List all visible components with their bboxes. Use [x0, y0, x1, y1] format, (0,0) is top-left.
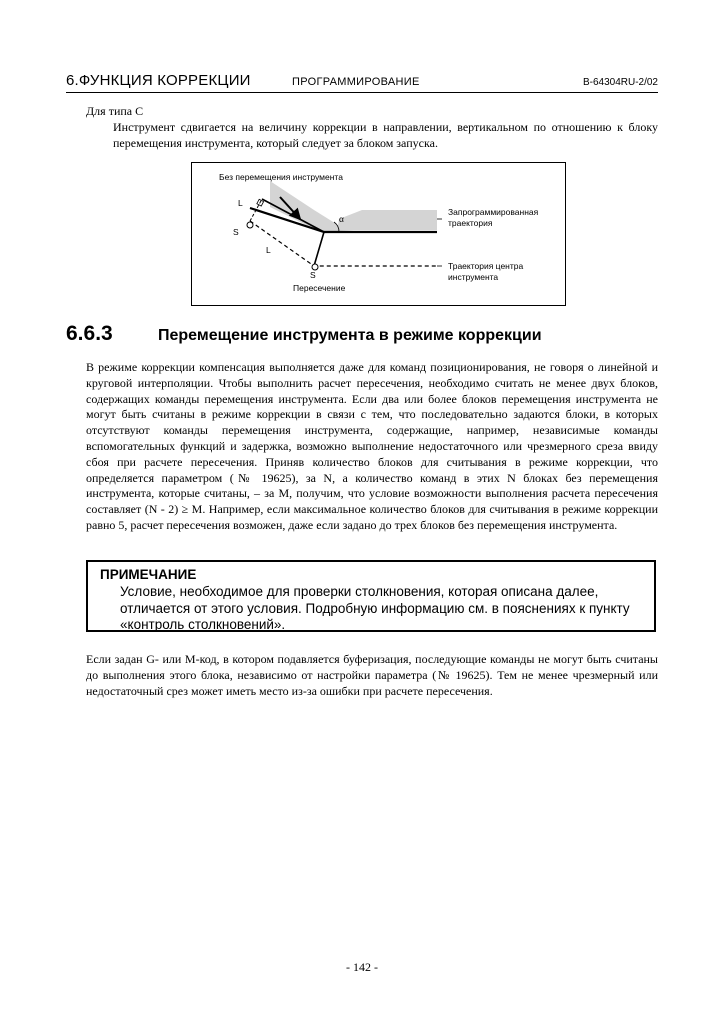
intro-text: Инструмент сдвигается на величину коррекции в направлении, вертикальном по отношению к блоку перемещения инструмента, который следует за блоком запуска. [113, 120, 658, 150]
section-title: ПРОГРАММИРОВАНИЕ [292, 76, 420, 88]
offset-L-top [250, 199, 262, 221]
label-center-line2: инструмента [448, 272, 499, 282]
intro-label: Для типа С [86, 104, 144, 118]
intersection-line [314, 232, 324, 266]
label-L-mid: L [266, 245, 271, 255]
tool-path-diagram [192, 163, 565, 305]
paragraph-2: Если задан G- или M-код, в котором подавляется буферизация, последующие команды не могут быть считаны до выполнения этого блока, независимо от настройки параметра (№ 19625). Тем не менее чрезмерный или недостаточный срез может иметь место из-за ошибки при расчете пересечения. [86, 652, 658, 698]
material-area [270, 181, 437, 232]
note-box [86, 560, 656, 632]
label-L-top: L [238, 198, 243, 208]
label-alpha: α [339, 214, 344, 224]
start-point-left [247, 222, 253, 228]
label-S-bottom: S [310, 270, 316, 280]
document-number: B-64304RU-2/02 [582, 77, 658, 88]
tool-path-figure [191, 162, 566, 306]
label-S-left: S [233, 227, 239, 237]
note-text: Условие, необходимое для проверки столкновения, которая описана далее, отличается от этого условия. Подробную информацию см. в пояснениях к пункту «контроль столкновений». [120, 584, 630, 632]
note-title: ПРИМЕЧАНИЕ [100, 567, 197, 582]
label-programmed-line1: Запрограммированная [448, 207, 539, 217]
label-programmed-line2: траектория [448, 218, 493, 228]
page-number: - 142 - [346, 960, 378, 974]
label-no-move: Без перемещения инструмента [219, 172, 343, 182]
chapter-title: 6.ФУНКЦИЯ КОРРЕКЦИИ [66, 72, 251, 89]
page-header [66, 74, 658, 93]
label-intersection: Пересечение [293, 283, 346, 293]
paragraph-1: В режиме коррекции компенсация выполняется даже для команд позиционирования, не говоря о линейной и круговой интерполяции. Чтобы выполнить расчет пересечения, необходимо считать не менее двух блоков, содержащих команды перемещения инструмента. Если два или более блоков перемещения инструмента не могут быть считаны в режиме коррекции в связи с тем, что последовательно задаются блоки, в которых отсутствуют команды перемещения инструмента, содержащие, например, независимые команды вспомогательных функций и задержка, возможно выполнение недостаточного или чрезмерного среза ввиду сбоя при расчете пересечения. Приняв количество блоков для считывания в режиме коррекции, что определяется параметром (№ 19625), за N, а количество команд в этих N блоках без перемещения инструмента, которые считаны, – за M, получим, что условие возможности выполнения расчета пересечения составляет (N - 2) ≥ M. Например, если максимальное количество блоков для считывания в режиме коррекции равно 5, расчет пересечения возможен, даже если задано до трех блоков без перемещения инструмента. [86, 360, 658, 532]
section-number: 6.6.3 [66, 322, 113, 345]
label-center-line1: Траектория центра [448, 261, 524, 271]
section-heading-title: Перемещение инструмента в режиме коррекции [158, 327, 542, 344]
